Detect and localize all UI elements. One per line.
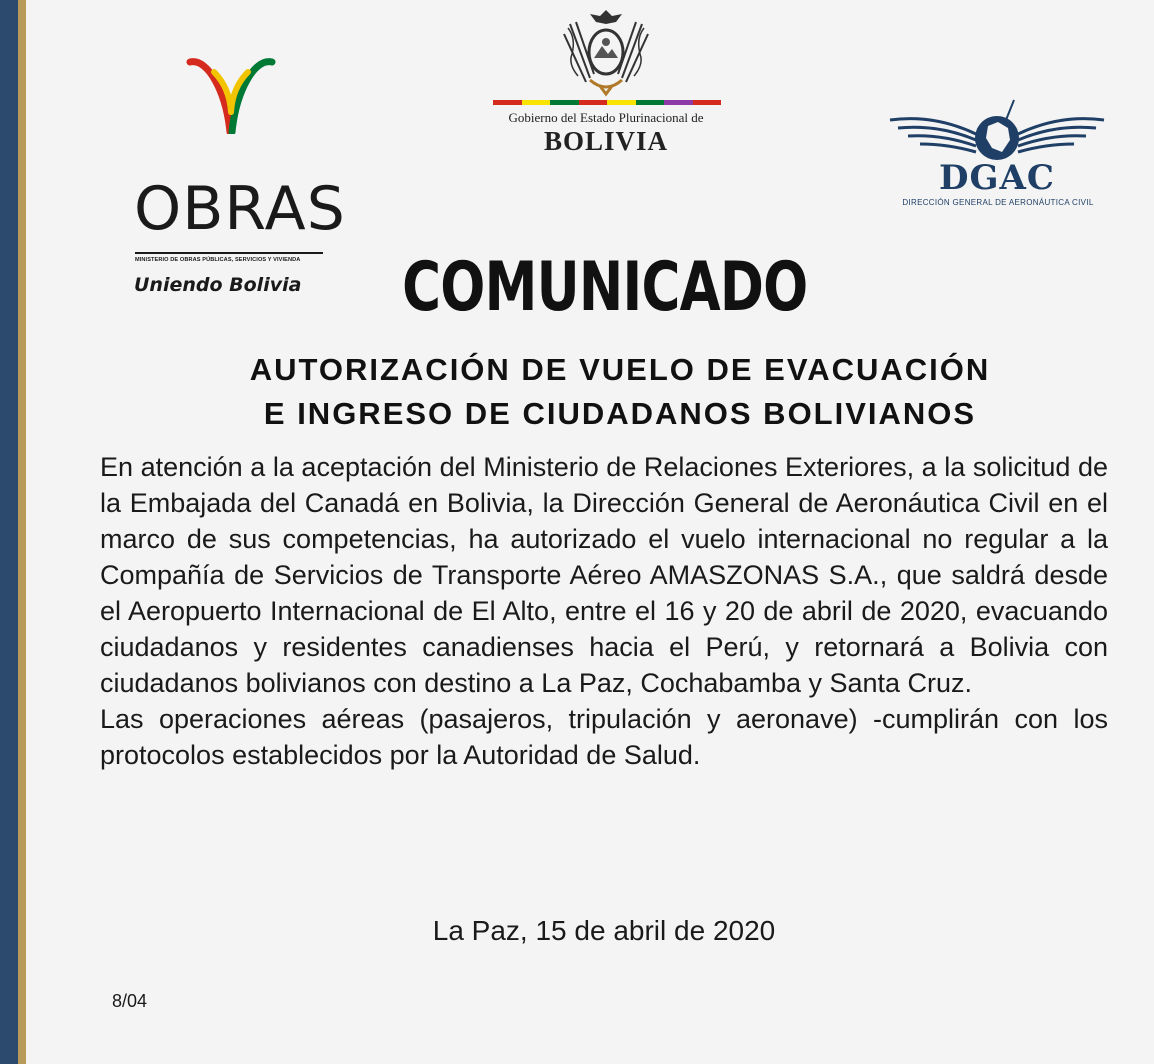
government-country: BOLIVIA <box>543 126 669 156</box>
government-line: Gobierno del Estado Plurinacional de <box>508 110 704 125</box>
obras-ministry: MINISTERIO DE OBRAS PÚBLICAS, SERVICIOS Y VIVIENDA <box>135 257 301 263</box>
obras-mark-icon <box>186 52 276 134</box>
paragraph-authorization: En atención a la aceptación del Ministerio de Relaciones Exteriores, a la solicitud de la Embajada del Canadá en Bolivia, la Dirección General de Aeronáutica Civil en el marco de sus competencias, ha autorizado el vuelo internacional no regular a la Compañía de Servicios de Transporte Aéreo AMASZONAS S.A., que saldrá desde el Aeropuerto Internacional de El Alto, entre el 16 y 20 de abril de 2020, evacuando ciudadanos y residentes canadienses hacia el Perú, y retornará a Bolivia con ciudadanos bolivianos con destino a La Paz, Cochabamba y Santa Cruz. <box>100 452 1108 698</box>
side-bar-blue <box>0 0 18 1064</box>
winged-emblem-icon <box>884 96 1110 166</box>
government-logo <box>490 8 722 158</box>
reference-number: 8/04 <box>112 991 148 1011</box>
coat-of-arms-icon <box>560 8 652 98</box>
dgac-acronym: DGAC <box>939 158 1055 198</box>
flag-stripe <box>493 100 721 105</box>
dgac-full-name: DIRECCIÓN GENERAL DE AERONÁUTICA CIVIL <box>902 198 1094 207</box>
dgac-logo <box>884 96 1110 216</box>
obras-name: OBRAS <box>134 174 346 244</box>
side-bar-gold <box>18 0 26 1064</box>
date-line: La Paz, 15 de abril de 2020 <box>432 915 776 946</box>
document-title: COMUNICADO <box>402 248 808 327</box>
obras-slogan: Uniendo Bolivia <box>134 274 302 296</box>
paragraph-protocols: Las operaciones aéreas (pasajeros, tripulación y aeronave) -cumplirán con los protocolos establecidos por la Autoridad de Salud. <box>100 704 1108 770</box>
communique-body <box>100 449 1108 773</box>
subtitle-line-2: E INGRESO DE CIUDADANOS BOLIVIANOS <box>263 396 977 431</box>
obras-wordmark <box>134 174 346 249</box>
obras-logo <box>128 52 346 296</box>
subtitle-line-1: AUTORIZACIÓN DE VUELO DE EVACUACIÓN <box>249 352 991 387</box>
